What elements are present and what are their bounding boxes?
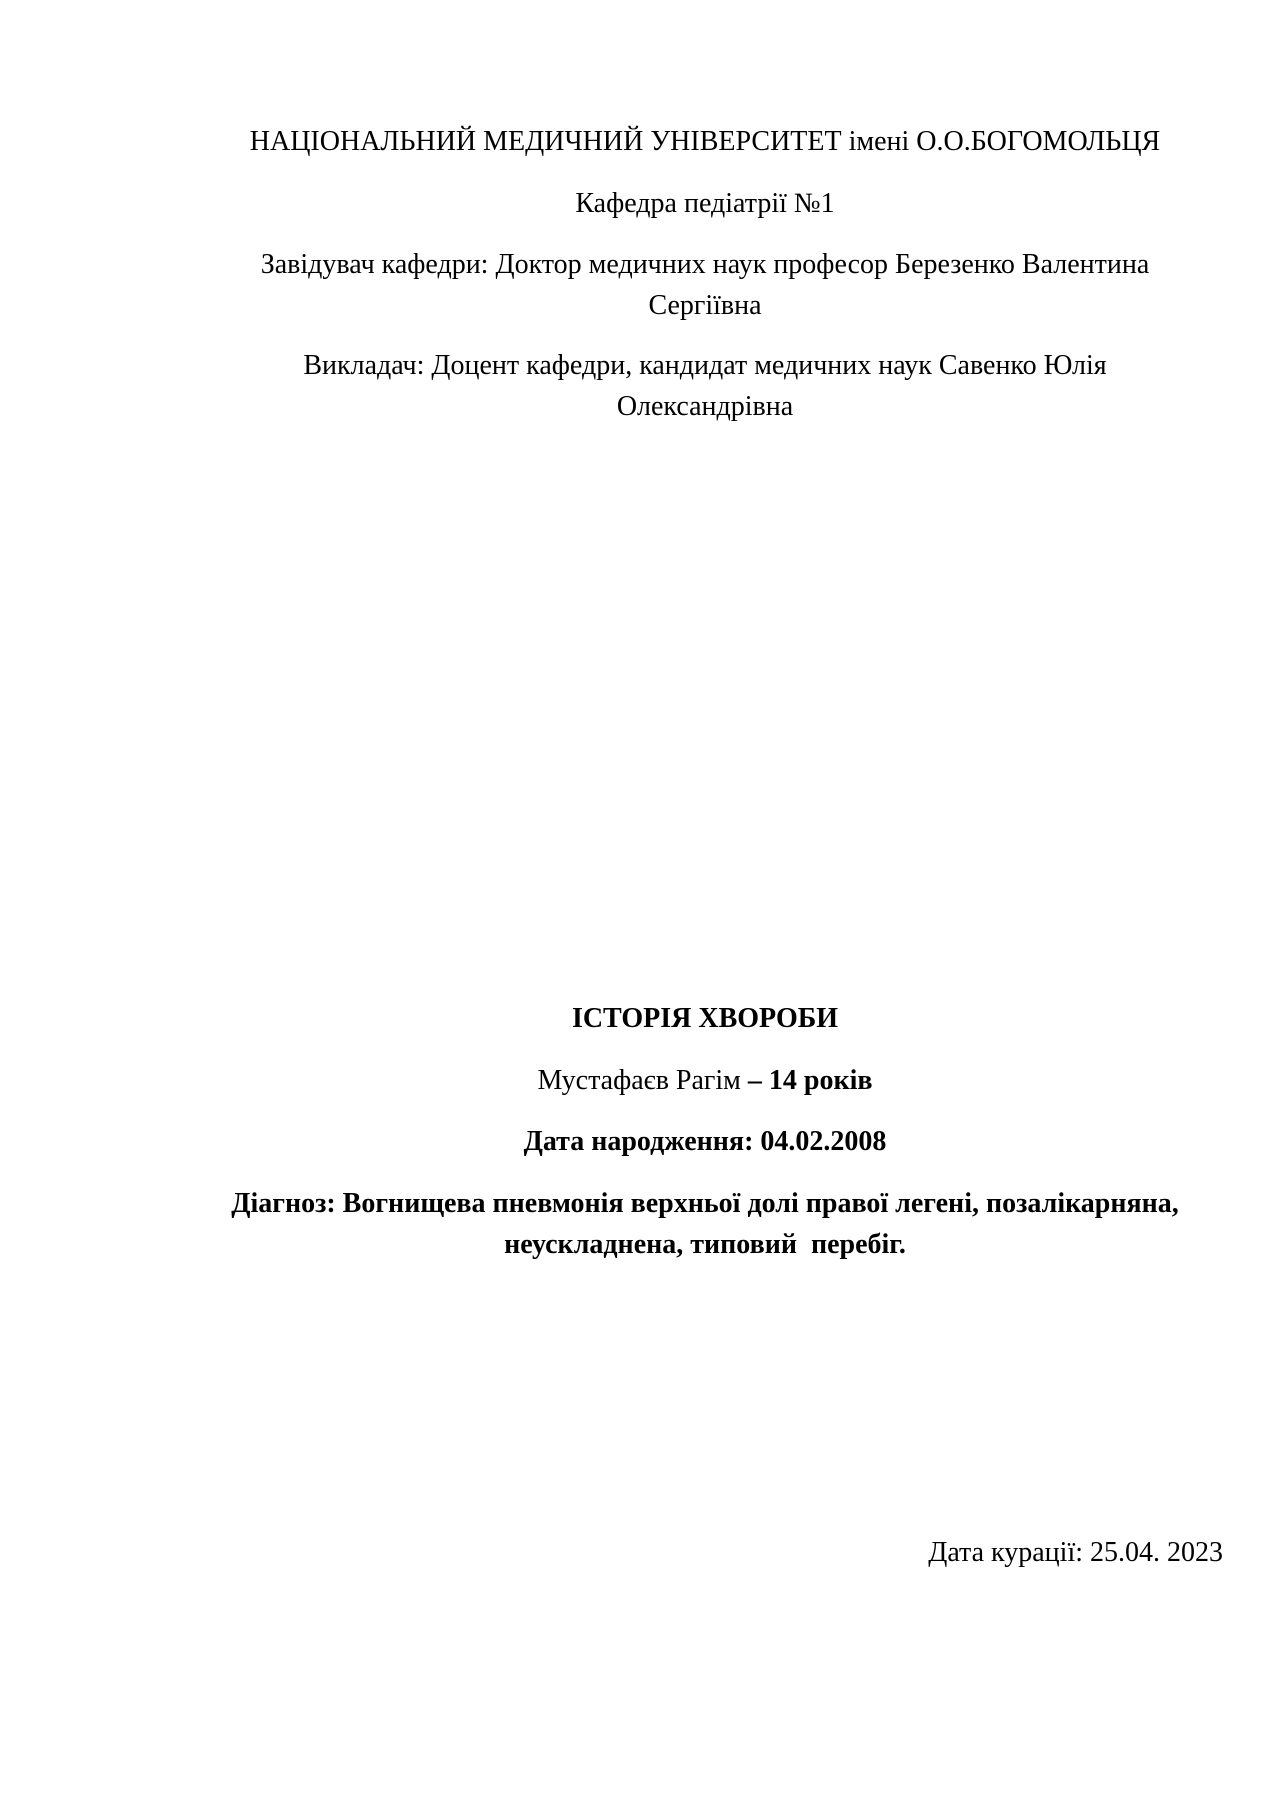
teacher-line-2: Олександрівна bbox=[616, 391, 794, 422]
diagnosis-line-1: Діагноз: Вогнищева пневмонія верхньої долі правої легені, позалікарняна, bbox=[231, 1188, 1179, 1219]
department-name: Кафедра педіатрії №1 bbox=[575, 188, 835, 219]
patient-line bbox=[180, 1060, 1230, 1101]
document-title: ІСТОРІЯ ХВОРОБИ bbox=[571, 1003, 839, 1034]
diagnosis-line-2: неускладнена, типовий перебіг. bbox=[504, 1229, 906, 1260]
teacher-line-1: Викладач: Доцент кафедри, кандидат медичних наук Савенко Юлія bbox=[303, 350, 1107, 381]
curation-date: Дата курації: 25.04. 2023 bbox=[928, 1537, 1223, 1568]
department-head-line-1: Завідувач кафедри: Доктор медичних наук професор Березенко Валентина bbox=[260, 249, 1150, 280]
birth-date: Дата народження: 04.02.2008 bbox=[523, 1126, 887, 1157]
patient-name: Мустафаєв Рагім bbox=[537, 1065, 741, 1096]
department-head-line-2: Сергіївна bbox=[648, 290, 762, 321]
university-name: НАЦІОНАЛЬНИЙ МЕДИЧНИЙ УНІВЕРСИТЕТ імені О.О.БОГОМОЛЬЦЯ bbox=[249, 126, 1161, 157]
patient-age: – 14 років bbox=[747, 1065, 873, 1096]
